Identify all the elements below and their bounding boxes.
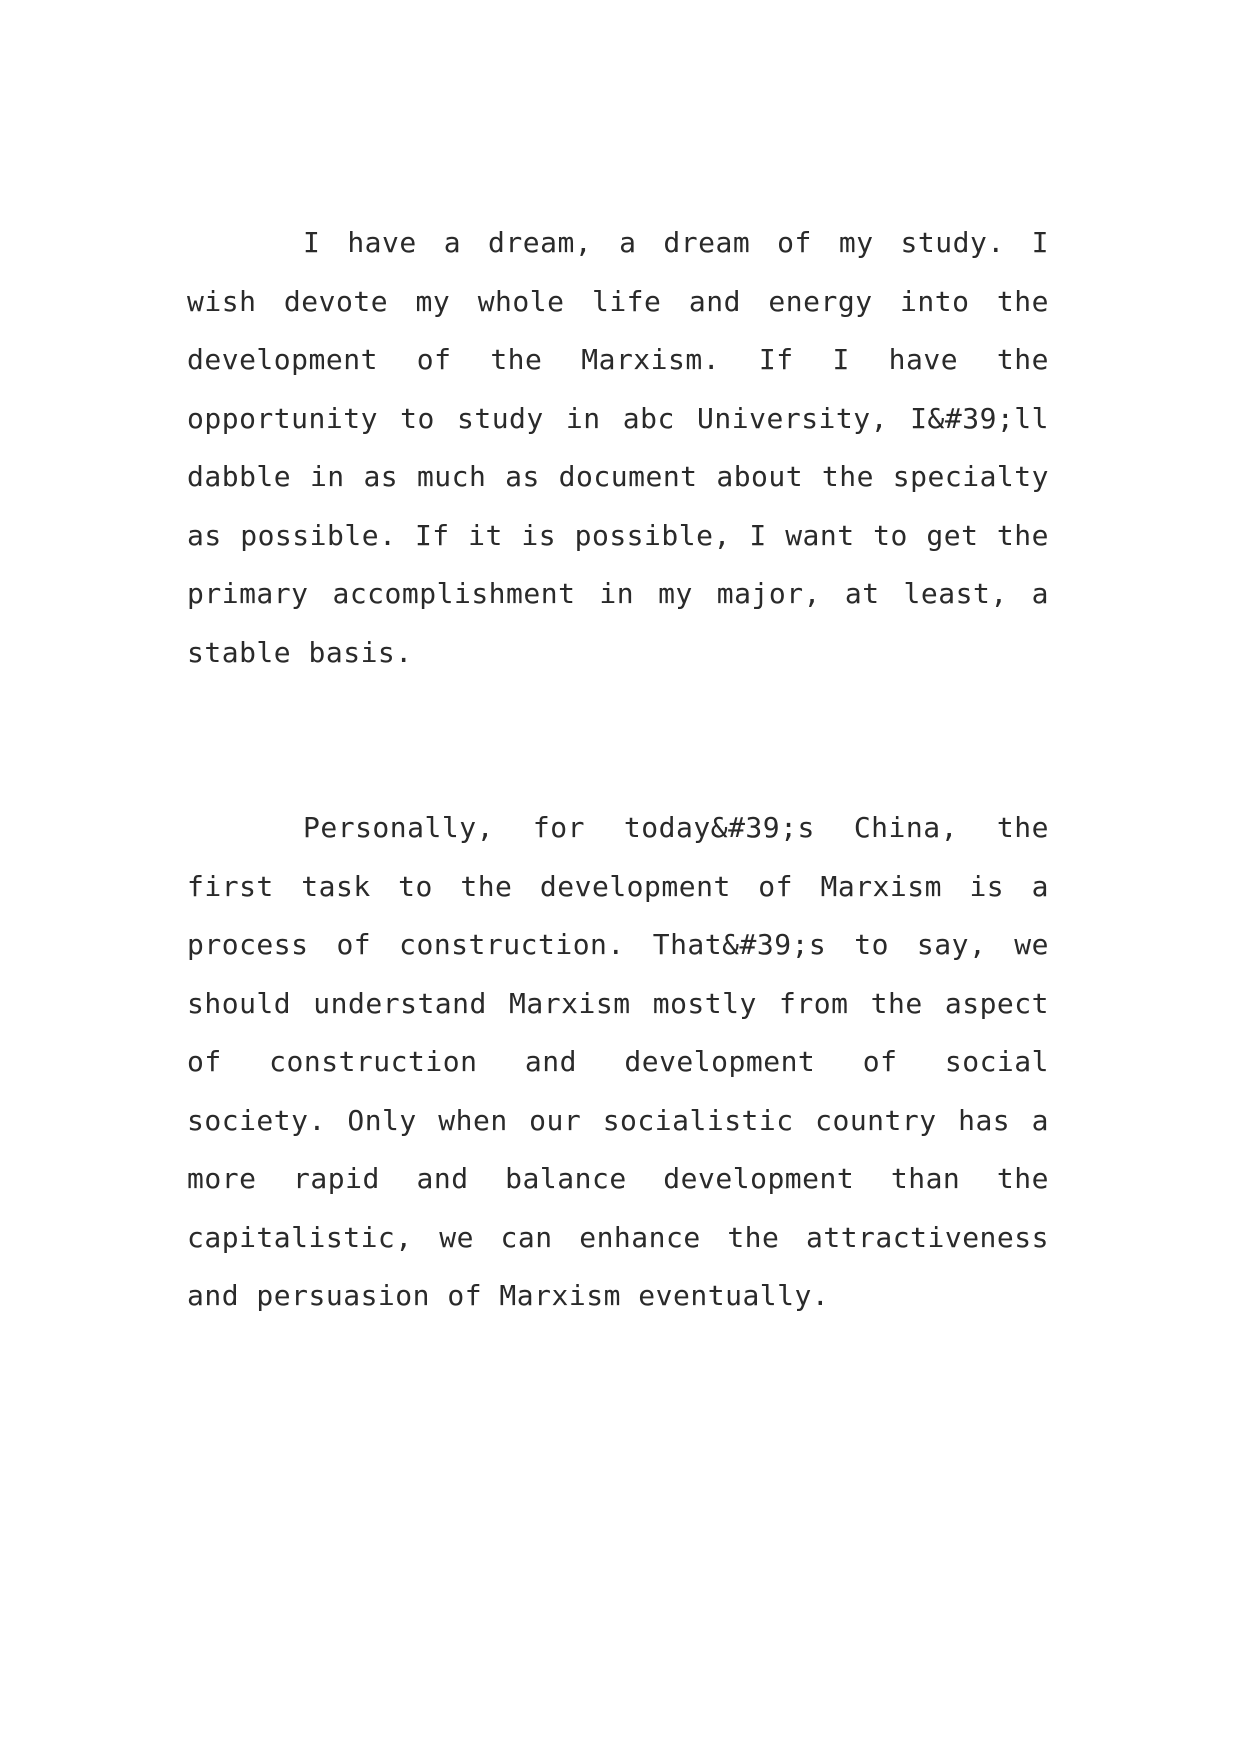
paragraph-marxism-china: Personally, for today&#39;s China, the first task to the development of Marxism is a process of construction. That&#39;s to say, we should understand Marxism mostly from the aspect of construction and development of social society. Only when our socialistic country has a more rapid and balance development than the capitalistic, we can enhance the attractiveness and persuasion of Marxism eventually.: [187, 811, 1049, 1312]
paragraph-dream: I have a dream, a dream of my study. I wish devote my whole life and energy into the development of the Marxism. If I have the opportunity to study in abc University, I&#39;ll dabble in as much as document about the specialty as possible. If it is possible, I want to get the primary accomplishment in my major, at least, a stable basis.: [187, 226, 1049, 669]
document-body: [187, 214, 1049, 1326]
